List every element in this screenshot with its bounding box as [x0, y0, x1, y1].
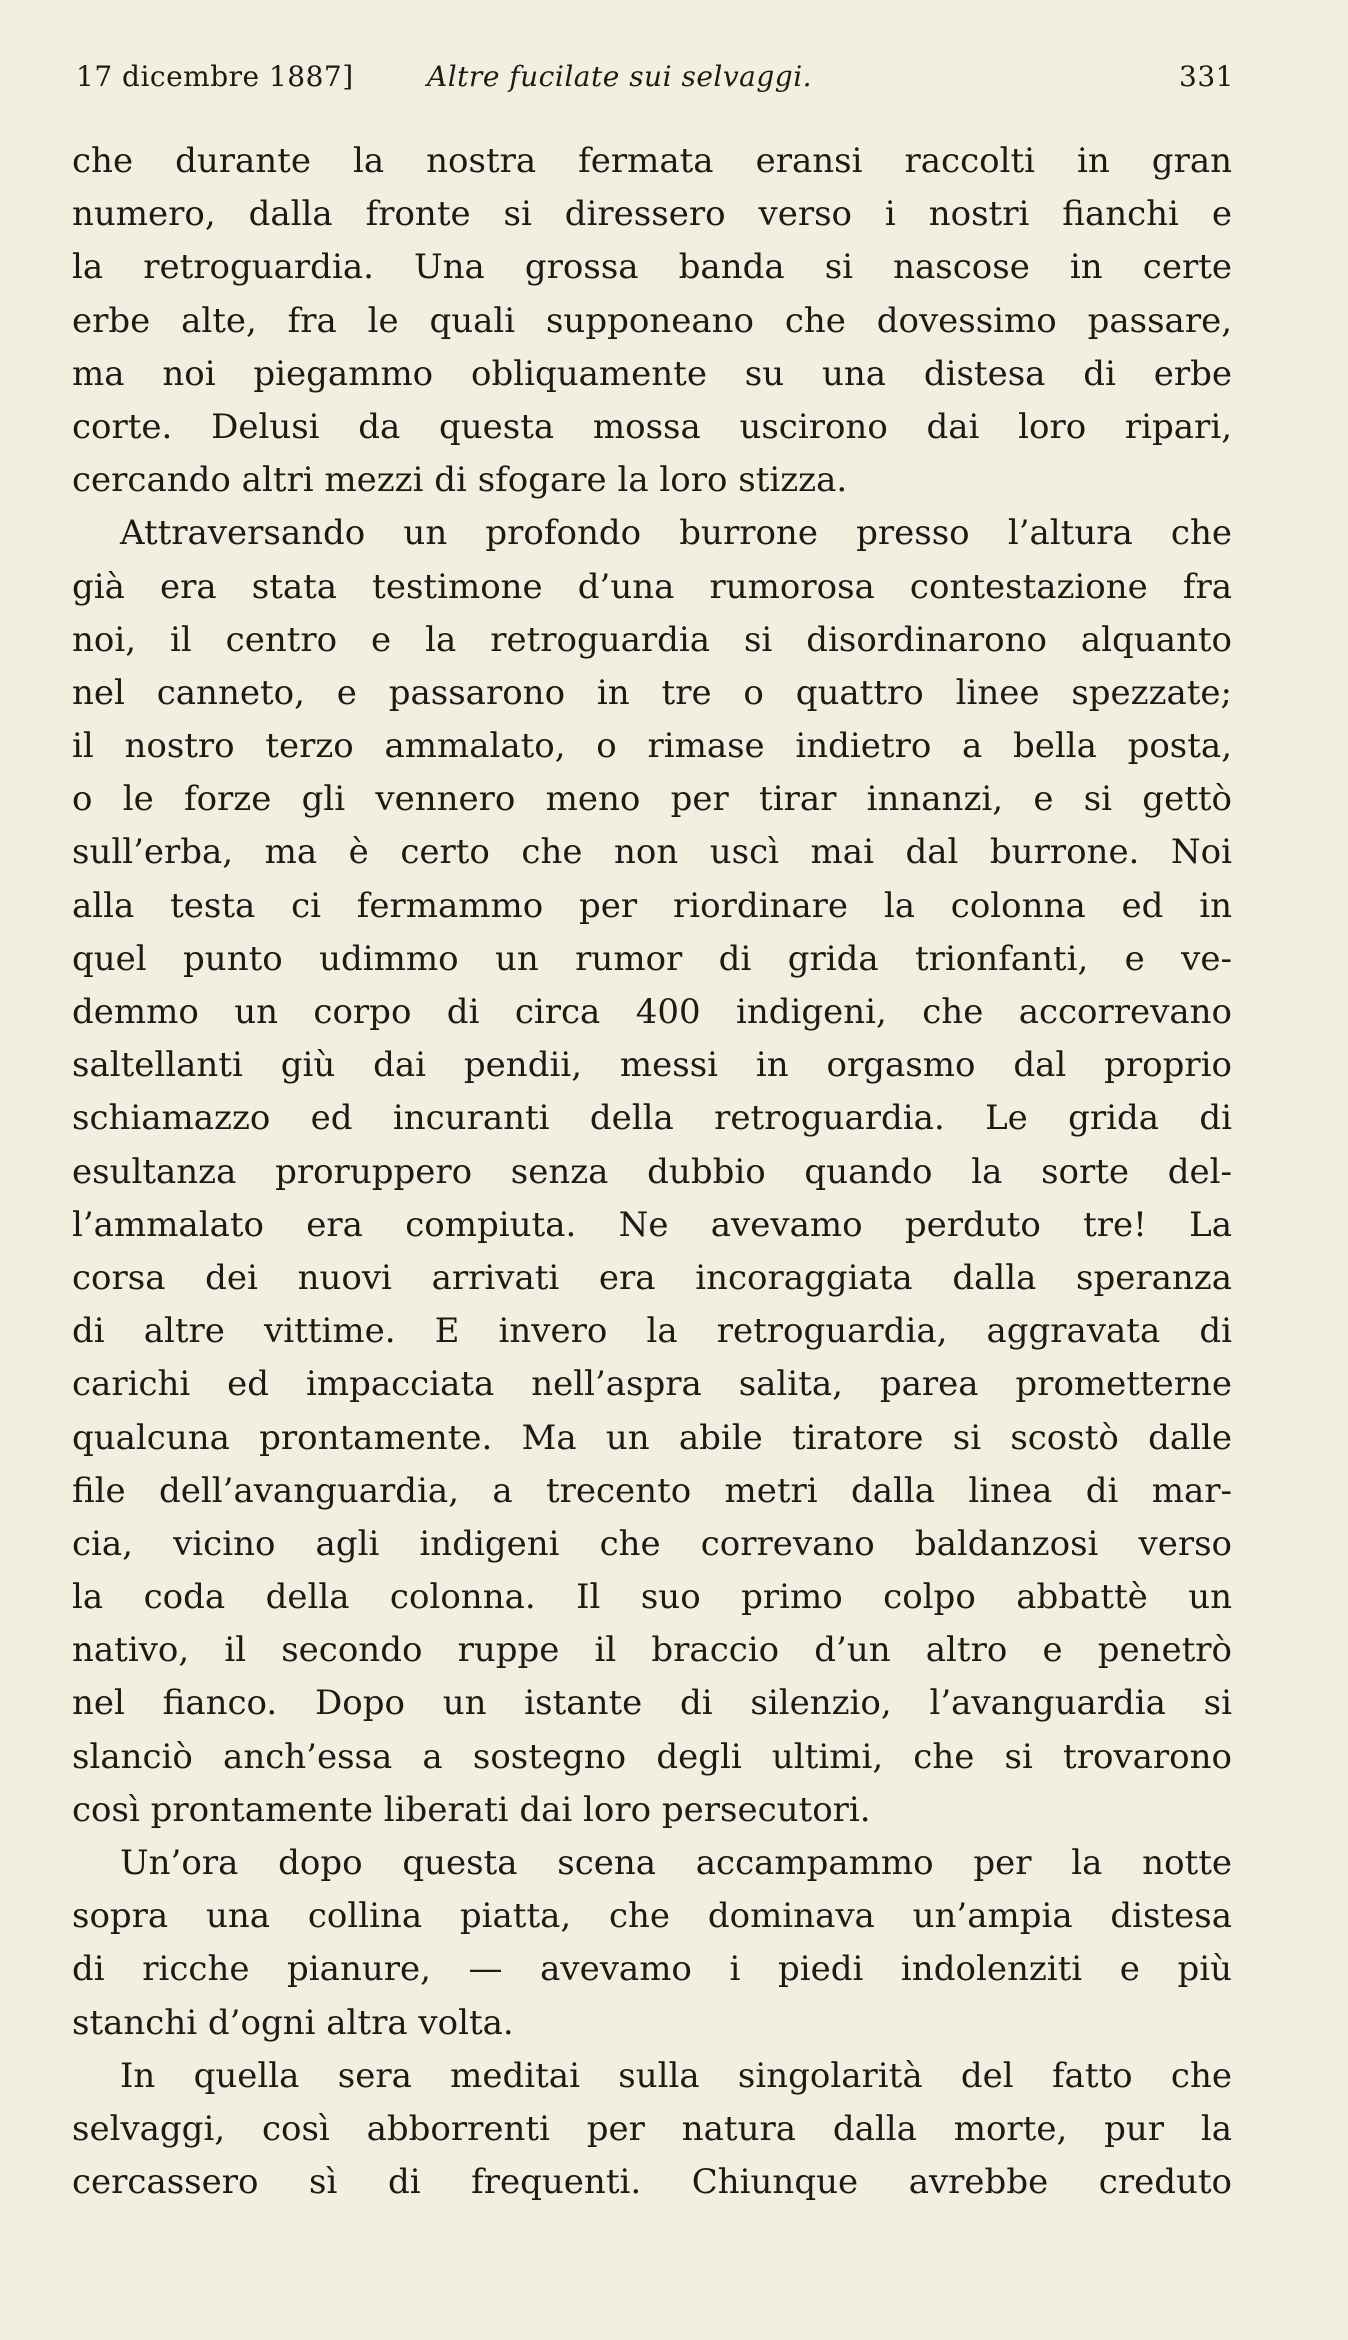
text-line: quel punto udimmo un rumor di grida trionfanti, e ve- — [72, 938, 1232, 979]
text-line: stanchi d’ogni altra volta. — [72, 2002, 514, 2043]
text-line: già era stata testimone d’una rumorosa contestazione fra — [72, 566, 1232, 607]
text-line: di altre vittime. E invero la retroguardia, aggravata di — [72, 1311, 1232, 1352]
text-line: qualcuna prontamente. Ma un abile tiratore si scostò dalle — [72, 1417, 1232, 1458]
text-line: nel canneto, e passarono in tre o quattro linee spezzate; — [72, 672, 1232, 713]
book-page — [72, 52, 1232, 2209]
text-line: o le forze gli vennero meno per tirar innanzi, e si gettò — [72, 779, 1232, 820]
text-line: corte. Delusi da questa mossa uscirono dai loro ripari, — [72, 406, 1232, 447]
header-date: 17 dicembre 1887] — [76, 60, 354, 93]
text-line: il nostro terzo ammalato, o rimase indietro a bella posta, — [72, 726, 1232, 767]
text-line: cercando altri mezzi di sfogare la loro stizza. — [72, 460, 848, 501]
text-line: numero, dalla fronte si diressero verso i nostri fianchi e — [72, 194, 1232, 235]
text-line: così prontamente liberati dai loro persecutori. — [72, 1789, 871, 1830]
text-line: nel fianco. Dopo un istante di silenzio, l’avanguardia si — [72, 1683, 1232, 1724]
header-title: Altre fucilate sui selvaggi. — [427, 60, 813, 93]
text-line: l’ammalato era compiuta. Ne avevamo perduto tre! La — [72, 1204, 1232, 1245]
text-line: carichi ed impacciata nell’aspra salita, parea prometterne — [72, 1364, 1232, 1405]
text-line: Attraversando un profondo burrone presso l’altura che — [120, 513, 1232, 554]
running-header — [72, 52, 1232, 112]
text-line: selvaggi, così abborrenti per natura dalla morte, pur la — [72, 2108, 1232, 2149]
text-line: alla testa ci fermammo per riordinare la colonna ed in — [72, 885, 1232, 926]
text-line: In quella sera meditai sulla singolarità del fatto che — [120, 2055, 1232, 2096]
text-line: sopra una collina piatta, che dominava un’ampia distesa — [72, 1896, 1232, 1937]
page-number: 331 — [1179, 60, 1234, 93]
text-line: demmo un corpo di circa 400 indigeni, che accorrevano — [72, 992, 1232, 1032]
text-line: slanciò anch’essa a sostegno degli ultimi, che si trovarono — [72, 1736, 1232, 1777]
text-line: corsa dei nuovi arrivati era incoraggiata dalla speranza — [72, 1257, 1232, 1298]
text-line: file dell’avanguardia, a trecento metri dalla linea di mar- — [72, 1470, 1232, 1511]
text-line: cercassero sì di frequenti. Chiunque avrebbe creduto — [72, 2162, 1232, 2203]
text-line: saltellanti giù dai pendii, messi in orgasmo dal proprio — [72, 1045, 1232, 1086]
text-line: sull’erba, ma è certo che non uscì mai dal burrone. Noi — [72, 832, 1232, 873]
text-line: la retroguardia. Una grossa banda si nascose in certe — [72, 247, 1232, 288]
text-line: di ricche pianure, — avevamo i piedi indolenziti e più — [72, 1949, 1232, 1990]
text-line: esultanza proruppero senza dubbio quando la sorte del- — [72, 1151, 1232, 1192]
text-line: erbe alte, fra le quali supponeano che dovessimo passare, — [72, 300, 1232, 341]
text-line: noi, il centro e la retroguardia si disordinarono alquanto — [72, 619, 1232, 660]
text-line: la coda della colonna. Il suo primo colpo abbattè un — [72, 1577, 1232, 1618]
text-line: che durante la nostra fermata eransi raccolti in gran — [72, 141, 1232, 181]
text-line: cia, vicino agli indigeni che correvano baldanzosi verso — [72, 1523, 1232, 1564]
text-line: nativo, il secondo ruppe il braccio d’un altro e penetrò — [72, 1630, 1232, 1671]
text-line: ma noi piegammo obliquamente su una distesa di erbe — [72, 353, 1232, 394]
text-line: Un’ora dopo questa scena accampammo per la notte — [120, 1843, 1232, 1883]
text-line: schiamazzo ed incuranti della retroguardia. Le grida di — [72, 1098, 1232, 1139]
body-text — [72, 135, 1232, 2209]
